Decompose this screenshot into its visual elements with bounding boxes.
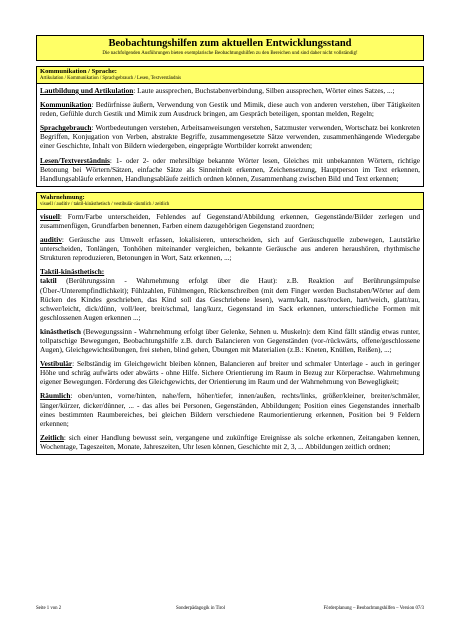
term-text: : Wortbedeutungen verstehen, Arbeitsanweisungen verstehen, Satzmuster verwenden, Wortschatz bei konkreten Begriffen, Konjugation von Verben, abstrakte Begriffe, zusammengesetzte Sätze verwenden, zusammenhängende Wiedergabe einer Geschichte, Inhalt von Bildern wiedergeben, eingeprägte Wortbilder korrekt anwenden;: [40, 123, 420, 151]
term-text: : Geräusche aus Umwelt erfassen, lokalisieren, unterscheiden, sich auf Geräuschquelle zubewegen, Lautstärke unterscheiden, Tonlängen, Tonhöhen miteinander vergleichen, bekannte Geräusche aus anderen heraushören, rhythmische Strukturen reproduzieren, Betonungen in Wort, Satz erkennen, ...;: [40, 235, 420, 263]
section-subheading: visuell / auditiv / taktil-kinästhetisch / vestibulär·räumlich / zeitlich: [40, 201, 170, 207]
paragraph-lesen: [40, 156, 420, 183]
term-text: : sich einer Handlung bewusst sein, vergangene und zukünftige Ereignisse als solche erkennen, Zeitangaben kennen, Wochentage, Tageszeiten, Monate, Jahreszeiten, Uhr lesen können, Geschichte mit 2, 3, ... Abbildungen zeitlich ordnen;: [40, 432, 420, 451]
document-page: [36, 35, 424, 455]
footer-page-number: Seite 1 von 2: [36, 606, 62, 611]
term-label: Zeitlich: [40, 432, 64, 442]
paragraph-visuell: [40, 212, 420, 230]
section-header-kommunikation: [36, 66, 424, 84]
paragraph-vestibulaer: [40, 359, 420, 386]
term-text: (Bewegungssinn - Wahrnehmung erfolgt über Gelenke, Sehnen u. Muskeln): dem Kind fällt ständig etwas runter, tollpatschige Bewegungen, Beobachtungshilfe z.B. durch Balancieren von Gegenständen (vor-/rückwärts, offene/geschlossene Augen), Gleichgewichtsübungen, frei stehen, blind gehen, Übungen mit Materialien (z.B.: Kneten, Knüllen, Reißen), ...;: [40, 326, 420, 355]
paragraph-zeitlich: [40, 433, 420, 451]
term-text: : Laute aussprechen, Buchstabenverbindung, Silben aussprechen, Wörter eines Satzes, ...;: [133, 86, 395, 95]
paragraph-kommunikation: [40, 100, 420, 118]
section-body-kommunikation: [36, 84, 424, 187]
term-label: Lautbildung und Artikulation: [40, 86, 134, 95]
section-body-wahrnehmung: [36, 210, 424, 455]
footer-center: Sonderpädagogik in Tirol: [176, 606, 226, 611]
term-label: auditiv: [40, 235, 62, 245]
footer-version: Förderplanung – Beobachtungshilfen – Version 07/3: [323, 606, 424, 611]
section-heading: Kommunikation / Sprache:: [40, 68, 117, 75]
subheading-taktil-kinaesthetisch: Taktil-kinästhetisch:: [40, 267, 105, 277]
term-label: kinästhetisch: [40, 326, 81, 336]
term-text: : 1- oder 2- oder mehrsilbige bekannte Wörter lesen, Gleiches mit unbekannten Wörtern, richtige Betonung bei Wörtern/Sätzen, einfache Sätze als Sinneinheit erkennen, Zeichensetzung, Hauptperson im Text erkennen, Handlungsabläufe erkennen, Handlungsabläufe zeitlich ordnen können, Zusammenhang zwischen Bild und Text erkennen;: [40, 155, 420, 183]
section-header-wahrnehmung: [36, 192, 424, 210]
term-text: : Form/Farbe unterscheiden, Fehlendes auf Gegenstand/Abbildung erkennen, Gegenstände/Bilder zerlegen und zusammenfügen, Grundfarben benennen, Farben einem dazugehörigen Gegenstand zuordnen;: [40, 211, 420, 230]
term-label: visuell: [40, 211, 60, 221]
section-subheading: Artikulation / Kommunikation / Sprachgebrauch / Lesen, Textverständnis: [40, 76, 182, 81]
page-subtitle: Die nachfolgenden Ausführungen bieten exemplarische Beobachtungshilfen zu den Bereichen und sind daher nicht vollständig!: [102, 51, 358, 56]
paragraph-sprachgebrauch: [40, 123, 420, 150]
term-label: Vestibulär: [40, 359, 73, 369]
paragraph-lautbildung: [40, 86, 420, 95]
paragraph-kinaesthetisch: [40, 327, 420, 354]
section-heading: Wahrnehmung:: [40, 193, 85, 201]
term-text: : Selbständig im Gleichgewicht bleiben können, Balancieren auf breiter und schmaler Unterlage - auch in geringer Höhe und schräg aufwärts oder abwärts - ohne Hilfe. Sichere Orientierung im Raum in Bezug zur Körperachse. Wahrnehmung eigener Bewegungen. Förderung des Gleichgewichts, der Orientierung im Raum und der Wahrnehmung von Bewegligkeit;: [40, 359, 420, 387]
term-label: Lesen/Textverständnis: [40, 155, 110, 165]
title-box: [36, 35, 424, 61]
paragraph-taktil: [40, 276, 420, 321]
term-text: (Berührungssinn - Wahrnehmung erfolgt über die Haut): z.B. Reaktion auf Berührungsimpulse (Über-/Unterempfindlichkeit); Fühlzahlen, Fühlmengen, Rückenschreiben (mit dem Finger werden Buchstaben/Wörter auf dem Rücken des Kindes geschrieben, das Kind soll das Geschriebene lesen), warm/kalt, nass/trocken, hart/weich, glatt/rau, schwer/leicht, dick/dünn, voll/leer, breit/schmal, lang/kurz, Gegenstand im Sack erkennen, unterschiedliche Formen mit geschlossenen Augen erkennen ...;: [40, 276, 420, 322]
term-text: : oben/unten, vorne/hinten, nahe/fern, höher/tiefer, innen/außen, rechts/links, größer/kleiner, breiter/schmäler, länger/kürzer, dicker/dünner, ... - das alles bei Personen, Gegenständen, Abbildungen; Position eines Gegenstandes innerhalb eines bestimmten Raumbereiches, bei gleichen Bildern verschiedene Raumorientierung erkennen, Position bei 9 Feldern erkennen;: [40, 391, 420, 428]
term-label: Kommunikation: [40, 100, 92, 110]
term-label: taktil: [40, 276, 57, 286]
term-label: Sprachgebrauch: [40, 123, 92, 133]
page-title: Beobachtungshilfen zum aktuellen Entwicklungsstand: [108, 38, 352, 49]
paragraph-auditiv: [40, 235, 420, 262]
paragraph-raeumlich: [40, 391, 420, 427]
term-label: Räumlich: [40, 391, 71, 401]
term-text: : Bedürfnisse äußern, Verwendung von Gestik und Mimik, diese auch von anderen verstehen, über Tätigkeiten reden, Gefühle durch Gestik und Mimik zum Ausdruck bringen, am Gespräch beteiligen, spontan melden, Regeln;: [40, 100, 420, 119]
